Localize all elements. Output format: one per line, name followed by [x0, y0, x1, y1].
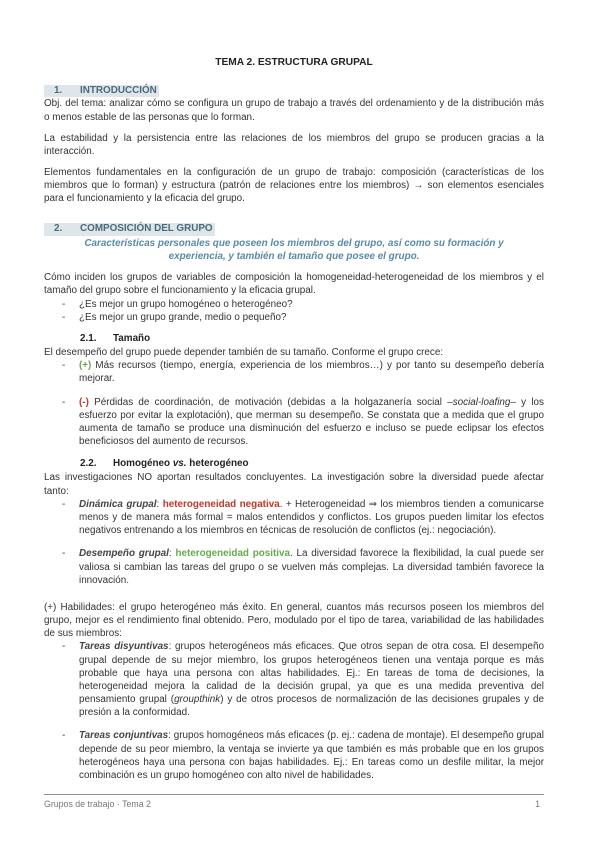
page-footer: [44, 794, 544, 811]
negative-label: heterogeneidad negativa: [162, 498, 280, 510]
habilidades-paragraph: (+) Habilidades: el grupo heterogéneo más éxito. En general, cuantos más recursos poseen los miembros del grupo, mejor es el rendimiento final obtenido. Pero, modulado por el tipo de tarea, variabilidad de las habilidades de sus miembros:: [44, 601, 544, 640]
section-composicion-heading: [44, 222, 544, 236]
homogeneo-paragraph: Las investigaciones NO aportan resultados concluyentes. La investigación sobre la diversidad puede afectar tanto:: [44, 472, 544, 497]
habilidades-list: [44, 640, 544, 782]
list-item-desempeno: - Desempeño grupal: heterogeneidad positiva. La diversidad favorece la flexibilidad, la cual puede ser valiosa si cambian las tareas del grupo o se vuelven más complejas. La diversidad también favorece la innovación.: [62, 547, 544, 587]
section-title: INTRODUCCIÓN: [80, 84, 157, 96]
tamano-list: [44, 359, 544, 448]
homogeneo-list: [44, 498, 544, 587]
list-item-minus: - (-) Pérdidas de coordinación, de motivación (debidas a la holgazanería social –social-loafing– y los esfuerzo por evitar la explotación), que merman su desempeño. Se constata que a medida que el grupo aumenta de tamaño se produce una disminución del esfuerzo e incluso se puede eclipsar los efectos beneficiosos del aumento de recursos.: [62, 396, 544, 449]
page-number: 1: [535, 799, 540, 809]
positive-label: heterogeneidad positiva: [175, 548, 291, 560]
composicion-callout: Características personales que poseen los miembros del grupo, así como su formación y experiencia, y también el tamaño que posee el grupo.: [84, 237, 504, 262]
document-content: [44, 56, 544, 782]
list-item-disyuntivas: - Tareas disyuntivas: grupos heterogéneos más eficaces. Que otros sepan de otra cosa. El desempeño grupal depende de su mejor miembro, los grupos heterogéneos tienen una ventaja porque es más probable que haya una persona con altas habilidades. Ej.: En tareas de toma de decisiones, la heterogeneidad mejora la calidad de la decisión grupal, ya que es una medida preventiva del pensamiento grupal (groupthink) y de otros procesos de normalización de las decisiones grupales y de presión a la conformidad.: [62, 640, 544, 719]
composicion-paragraph: Cómo inciden los grupos de variables de composición la homogeneidad-heterogeneidad de los miembros y el tamaño del grupo sobre el funcionamiento y la eficacia grupal.: [44, 272, 544, 297]
subsection-homogeneo-heading: 2.2. Homogéneo vs. heterogéneo: [80, 458, 249, 470]
intro-paragraph-stability: La estabilidad y la persistencia entre las relaciones de los miembros del grupo se producen gracias a la interacción.: [44, 132, 544, 157]
list-item: - ¿Es mejor un grupo grande, medio o pequeño?: [62, 311, 544, 324]
plus-sign: (+): [79, 360, 92, 372]
section-title: COMPOSICIÓN DEL GRUPO: [80, 222, 213, 234]
list-item: - ¿Es mejor un grupo homogéneo o heterogéneo?: [62, 298, 544, 311]
intro-paragraph-elements: Elementos fundamentales en la configuración de un grupo de trabajo: composición (características de los miembros que lo forman) y estructura (patrón de relaciones entre los miembros) → son elementos esenciales para el funcionamiento y la eficacia del grupo.: [44, 167, 544, 205]
minus-sign: (-): [79, 396, 89, 408]
composicion-question-list: [44, 298, 544, 324]
list-item-plus: - (+) Más recursos (tiempo, energía, experiencia de los miembros…) y por tanto su desempeño debería mejorar.: [62, 359, 544, 385]
list-item-dinamica: - Dinámica grupal: heterogeneidad negativa. + Heterogeneidad ⇒ los miembros tienden a comunicarse menos y de manera más formal = malos entendidos y conflictos. Los grupos pueden limitar los efectos negativos entrenando a los miembros en técnicas de resolución de conflictos (ej.: negociación).: [62, 498, 544, 538]
intro-paragraph-objective: Obj. del tema: analizar cómo se configura un grupo de trabajo a través del ordenamiento y de la distribución más o menos estable de las personas que lo forman.: [44, 98, 544, 123]
section-number: 1.: [54, 84, 63, 96]
document-title: TEMA 2. ESTRUCTURA GRUPAL: [215, 57, 373, 68]
footer-label: Grupos de trabajo · Tema 2: [44, 799, 151, 809]
list-item-conjuntivas: - Tareas conjuntivas: grupos homogéneos más eficaces (p. ej.: cadena de montaje). El desempeño grupal depende de su peor miembro, la ventaja se invierte ya que también es más probable que en los grupos heterogéneos haya una persona con bajas habilidades. Ej.: En tareas como un desfile militar, la mejor combinación es un grupo homogéneo con alto nivel de habilidades.: [62, 729, 544, 782]
tamano-paragraph: El desempeño del grupo puede depender también de su tamaño. Conforme el grupo crece:: [44, 347, 444, 359]
section-number: 2.: [54, 222, 63, 234]
subsection-tamano-heading: 2.1. Tamaño: [80, 332, 151, 344]
section-introduccion-heading: [44, 84, 544, 98]
